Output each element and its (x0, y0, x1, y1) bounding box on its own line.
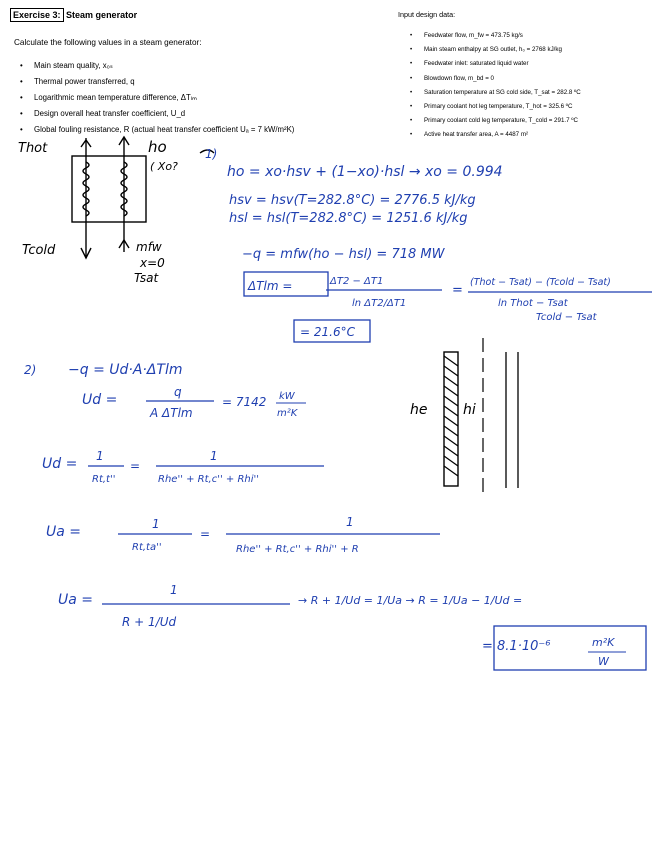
ud2-denominator-1: Rt,t'' (92, 474, 116, 485)
dtlm-denominator: ln ΔT2/ΔT1 (352, 298, 407, 309)
sg-box (72, 156, 146, 222)
ua-lhs: Ua = (46, 524, 82, 540)
dtlm-right-numerator: (Thot − Tsat) − (Tcold − Tsat) (470, 277, 611, 288)
ud2-equals: = (130, 459, 141, 473)
dtlm-right-den-2: Tcold − Tsat (536, 312, 597, 323)
title-boxed: Exercise 3: (10, 8, 64, 22)
intro-text: Calculate the following values in a steam generator: (14, 38, 202, 47)
ua-equals: = (200, 527, 211, 541)
xo-question: ( Xo? (150, 160, 178, 173)
input-item: • Feedwater inlet: saturated liquid water (410, 57, 581, 71)
tsat-label: Tsat (134, 271, 159, 285)
ua-numerator-2: 1 (346, 515, 354, 529)
ua-numerator: 1 (152, 517, 160, 531)
tube-wall-sketch (444, 338, 518, 496)
ud-lhs: Ud = (82, 392, 118, 408)
hsl-equation: hsl = hsl(T=282.8°C) = 1251.6 kJ/kg (229, 211, 468, 226)
ud2-numerator: 1 (96, 449, 104, 463)
ud-denominator: A ΔTlm (150, 406, 193, 420)
dtlm-lhs: ΔTlm = (248, 279, 293, 293)
ua2-denominator: R + 1/Ud (122, 615, 177, 629)
tcold-label: Tcold (22, 243, 56, 258)
thot-label: Thot (18, 141, 48, 156)
task-item: • Logarithmic mean temperature difference, ΔTₗₘ (20, 90, 294, 106)
task-item: • Thermal power transferred, q (20, 74, 294, 90)
power-equation: −q = mfw(ho − hsl) = 718 MW (242, 247, 445, 262)
x0-label: x=0 (140, 256, 165, 270)
ho-label: ho (148, 138, 167, 156)
step2-label: 2) (24, 363, 37, 377)
fouling-relation: → R + 1/Ud = 1/Ua → R = 1/Ua − 1/Ud = (298, 594, 523, 607)
ua2-lhs: Ua = (58, 592, 94, 608)
inputs-title: Input design data: (398, 10, 456, 19)
dtlm-equals: = (452, 283, 463, 298)
ud-value: = 7142 (222, 395, 267, 409)
hsv-equation: hsv = hsv(T=282.8°C) = 2776.5 kJ/kg (229, 193, 476, 208)
input-item: • Blowdown flow, m_bd = 0 (410, 72, 581, 86)
fouling-unit-num: m²K (592, 636, 615, 649)
ud-unit-numerator: kW (279, 391, 295, 402)
title-rest: Steam generator (63, 10, 138, 20)
ud2-lhs: Ud = (42, 456, 78, 472)
task-item: • Main steam quality, x₀ₛ (20, 58, 294, 74)
step1-label: 1) (205, 147, 218, 161)
ud2-numerator-2: 1 (210, 449, 218, 463)
ua-denominator-1: Rt,ta'' (132, 542, 162, 553)
quality-equation: ho = xo·hsv + (1−xo)·hsl → xo = 0.994 (227, 164, 503, 180)
he-label: he (410, 402, 428, 418)
fouling-unit-den: W (598, 655, 609, 668)
ua2-numerator: 1 (170, 583, 178, 597)
hi-label: hi (463, 402, 476, 418)
mfw-label: mfw (136, 240, 162, 254)
ud2-denominator-2: Rhe'' + Rt,c'' + Rhi'' (158, 474, 260, 485)
dtlm-numerator: ΔT2 − ΔT1 (330, 276, 384, 287)
ua-denominator-2: Rhe'' + Rt,c'' + Rhi'' + R (236, 544, 359, 555)
dtlm-result: = 21.6°C (300, 325, 355, 339)
ud-heat-equation: −q = Ud·A·ΔTlm (68, 362, 183, 378)
input-item: • Main steam enthalpy at SG outlet, h₀ = 2768 kJ/kg (410, 43, 581, 57)
input-item: • Active heat transfer area, A = 4487 m² (410, 128, 581, 142)
task-item: • Global fouling resistance, R (actual heat transfer coefficient Uₐ = 7 kW/m²K) (20, 122, 294, 138)
ud-unit-denominator: m²K (277, 408, 298, 419)
ud-numerator: q (174, 385, 182, 399)
input-item: • Feedwater flow, m_fw = 473.75 kg/s (410, 29, 581, 43)
task-item: • Design overall heat transfer coefficient, U_d (20, 106, 294, 122)
input-item: • Primary coolant hot leg temperature, T_hot = 325.6 ºC (410, 100, 581, 114)
input-item: • Saturation temperature at SG cold side, T_sat = 282.8 ºC (410, 86, 581, 100)
dtlm-right-den-1: ln Thot − Tsat (498, 298, 568, 309)
input-item: • Primary coolant cold leg temperature, T_cold = 291.7 ºC (410, 114, 581, 128)
fouling-result: = 8.1·10⁻⁶ (482, 639, 551, 654)
